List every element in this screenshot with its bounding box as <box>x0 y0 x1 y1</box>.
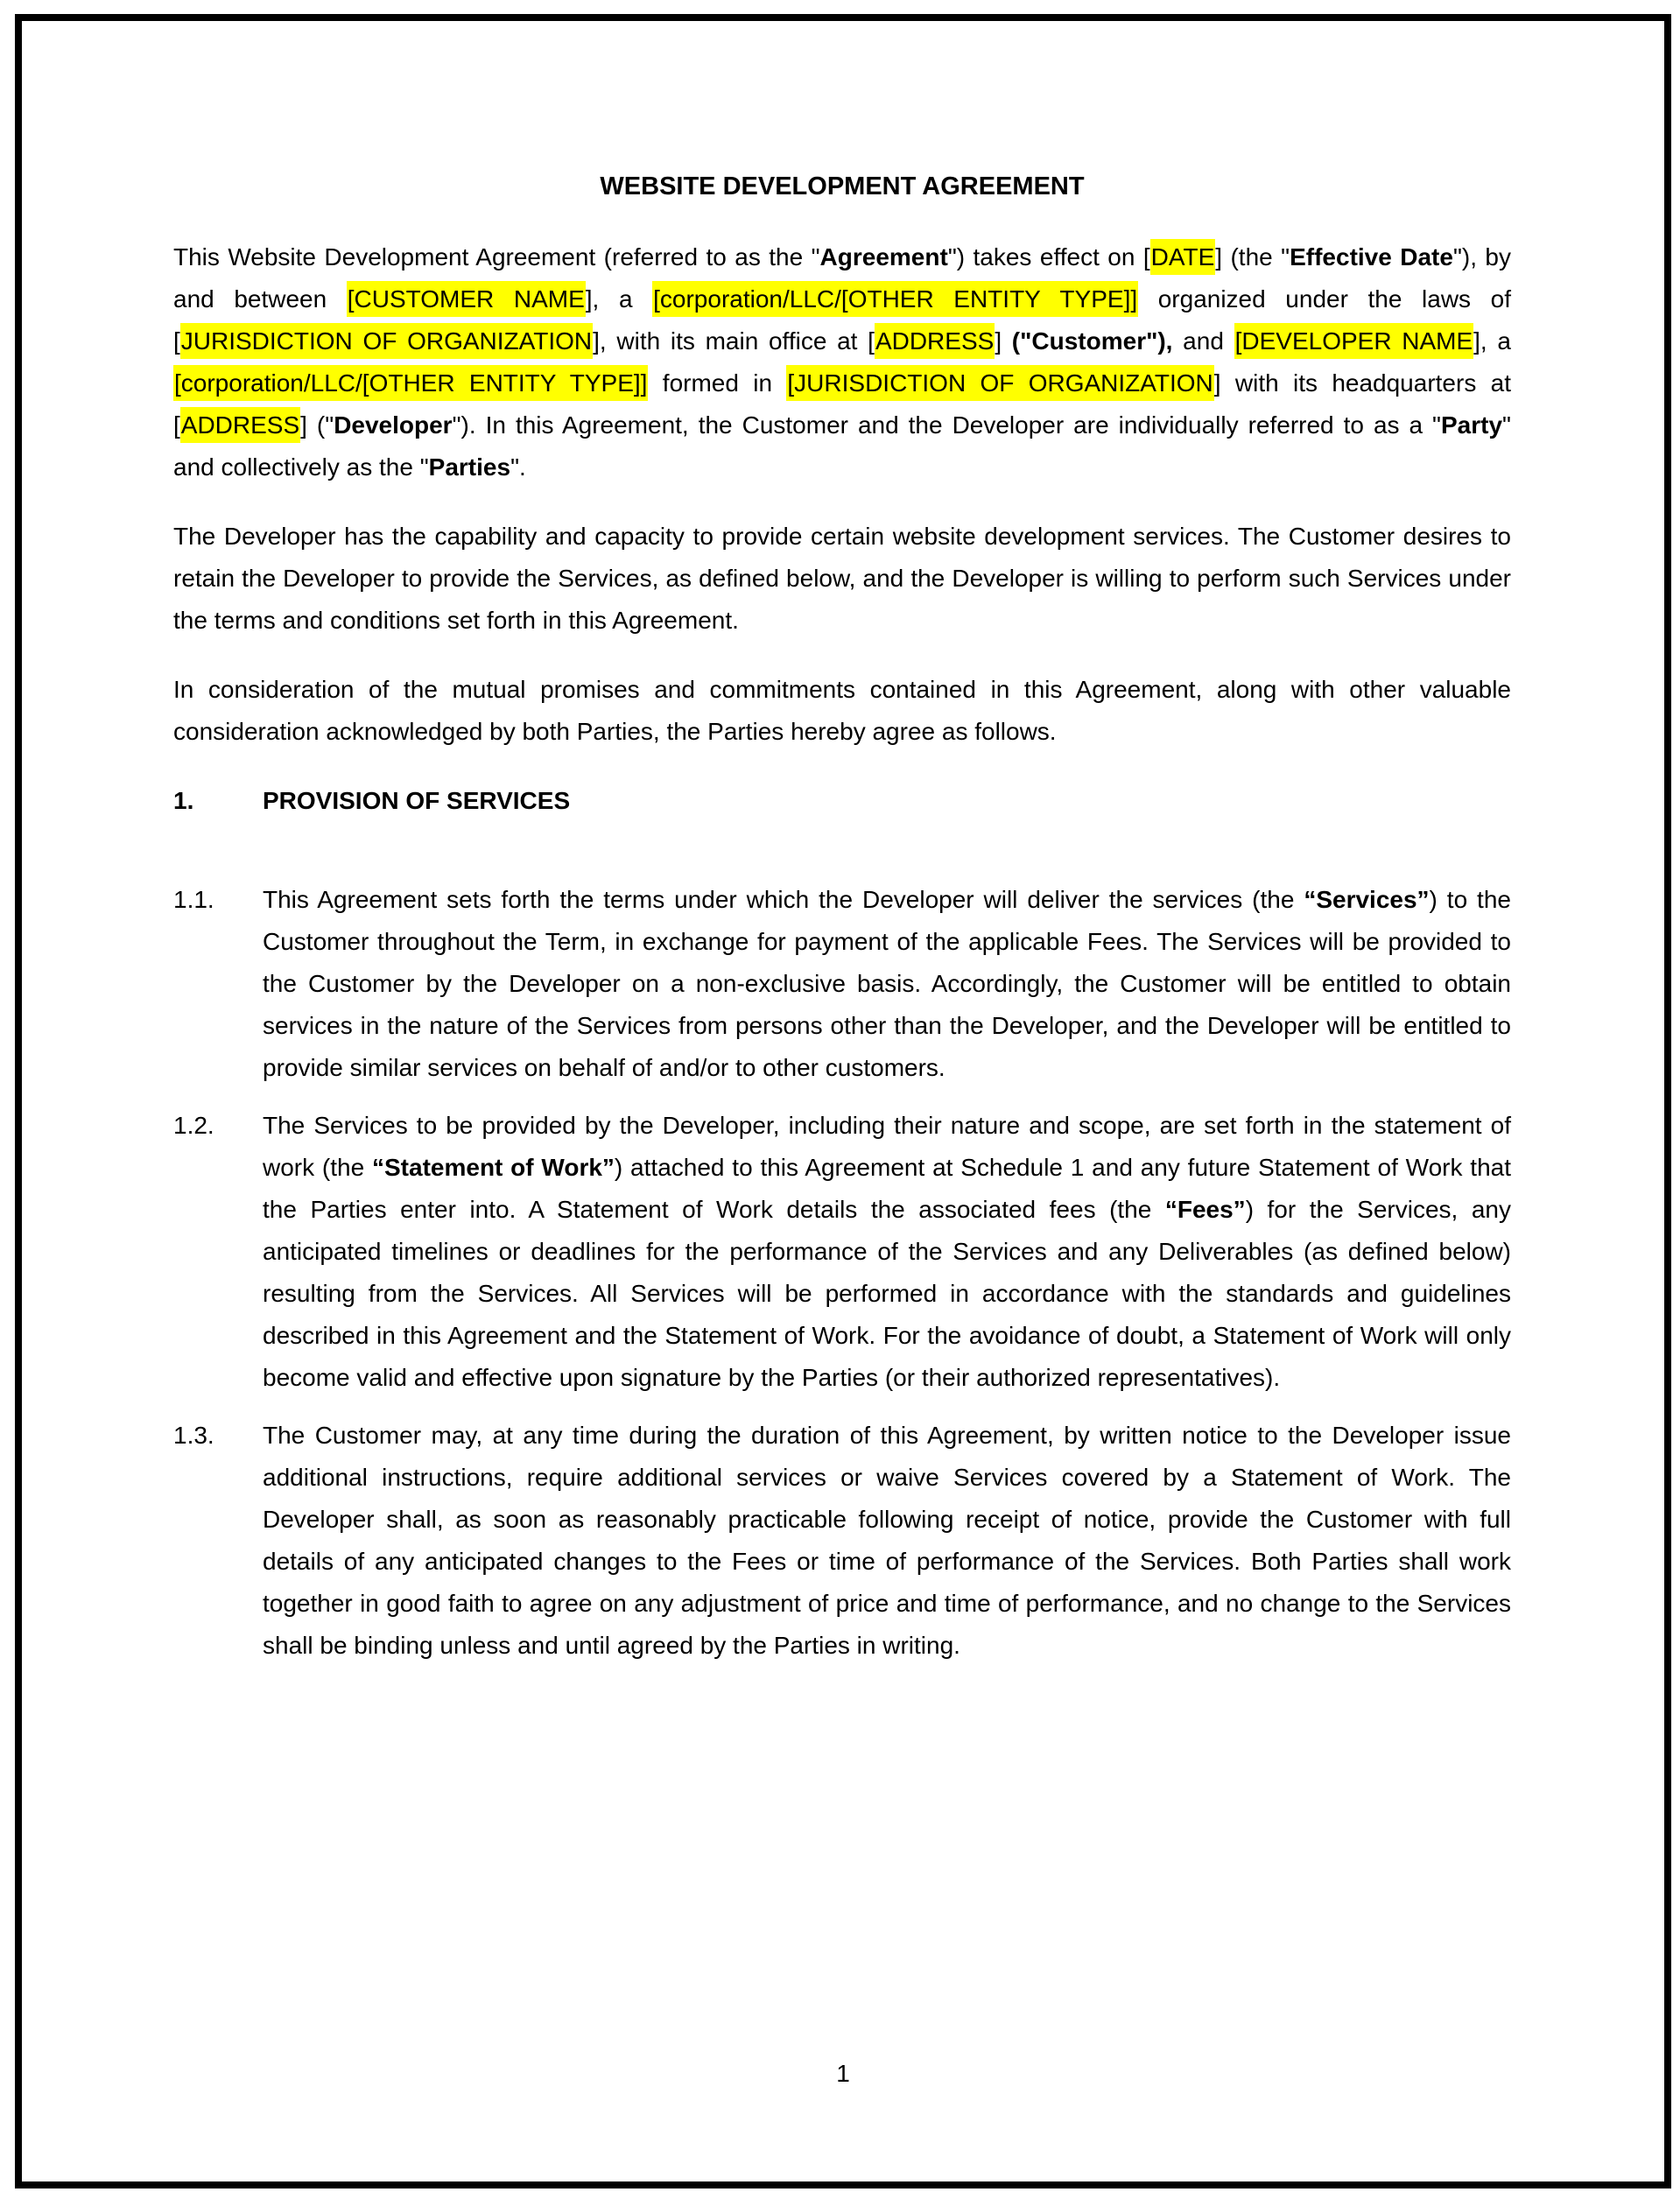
text-run: ") takes effect on [ <box>947 243 1150 270</box>
highlighted-placeholder: [corporation/LLC/[OTHER ENTITY TYPE]] <box>173 365 648 401</box>
numbered-item <box>173 1415 1511 1667</box>
text-run: ] with its headquarters at [ <box>173 369 1512 439</box>
document-content <box>22 21 1664 1667</box>
text-run: ] (" <box>300 411 334 439</box>
text-run: ] (the " <box>1215 243 1290 270</box>
highlighted-placeholder: [DEVELOPER NAME <box>1234 323 1474 359</box>
text-run: The Customer may, at any time during the duration of this Agreement, by written notice to the Developer issue additional instructions, require additional services or waive Services covered by a Statement of Work. The Developer shall, as soon as reasonably practicable following receipt of notice, provide the Customer with full details of any anticipated changes to the Fees or time of performance of the Services. Both Parties shall work together in good faith to agree on any adjustment of price and time of performance, and no change to the Services shall be binding unless and until agreed by the Parties in writing. <box>263 1422 1511 1659</box>
text-run: " and collectively as the " <box>173 411 1511 481</box>
highlighted-placeholder: [JURISDICTION OF ORGANIZATION <box>786 365 1213 401</box>
text-run: ] <box>995 327 1012 355</box>
text-run: ], with its main office at [ <box>593 327 875 355</box>
text-run: The Developer has the capability and capacity to provide certain website development services. The Customer desires to retain the Developer to provide the Services, as defined below, and the Developer is willing to perform such Services under the terms and conditions set forth in this Agreement. <box>173 523 1511 634</box>
paragraph <box>173 236 1511 488</box>
text-run: ) to the Customer throughout the Term, in exchange for payment of the applicable Fees. The Services will be provided to the Customer by the Developer on a non-exclusive basis. Accordingly, the Customer will be entitled to obtain services in the nature of the Services from persons other than the Developer, and the Developer will be entitled to provide similar services on behalf of and/or to other customers. <box>263 886 1511 1081</box>
text-run: ) attached to this Agreement at Schedule 1 and any future Statement of Work that the Parties enter into. A Statement of Work details the associated fees (the <box>263 1154 1511 1223</box>
text-run: In consideration of the mutual promises and commitments contained in this Agreement, along with other valuable consideration acknowledged by both Parties, the Parties hereby agree as follows. <box>173 676 1511 745</box>
highlighted-placeholder: [CUSTOMER NAME <box>347 281 586 317</box>
text-run: ) for the Services, any anticipated timelines or deadlines for the performance of the Services and any Deliverables (as defined below) resulting from the Services. All Services will be performed in accordance with the standards and guidelines described in this Agreement and the Statement of Work. For the avoidance of doubt, a Statement of Work will only become valid and effective upon signature by the Parties (or their authorized representatives). <box>263 1196 1511 1391</box>
text-run: and <box>1172 327 1234 355</box>
text-run: ], a <box>585 285 653 313</box>
item-number: 1. <box>173 787 194 814</box>
text-run: ], a <box>1473 327 1511 355</box>
text-run: "), by and between <box>173 243 1511 313</box>
numbered-item <box>173 1105 1511 1399</box>
text-run: formed in <box>648 369 787 397</box>
text-run: The Services to be provided by the Developer, including their nature and scope, are set forth in the statement of work (the <box>263 1112 1511 1181</box>
text-run: "). In this Agreement, the Customer and the Developer are individually referred to as a " <box>452 411 1441 439</box>
item-number: 1.3. <box>173 1422 214 1449</box>
section-heading <box>173 780 1511 822</box>
bold-text: Agreement <box>819 243 948 270</box>
document-title: WEBSITE DEVELOPMENT AGREEMENT <box>600 172 1085 200</box>
highlighted-placeholder: ADDRESS <box>180 407 300 443</box>
page-number: 1 <box>836 2060 850 2087</box>
text-run: This Agreement sets forth the terms under which the Developer will deliver the services (the <box>263 886 1304 913</box>
bold-text: “Services” <box>1304 886 1430 913</box>
bold-text: “Fees” <box>1164 1196 1246 1223</box>
page-border <box>15 14 1671 2188</box>
bold-text: Developer <box>334 411 453 439</box>
highlighted-placeholder: [corporation/LLC/[OTHER ENTITY TYPE]] <box>652 281 1138 317</box>
bold-text: ("Customer"), <box>1011 327 1173 355</box>
item-number: 1.2. <box>173 1112 214 1139</box>
heading-text: PROVISION OF SERVICES <box>263 787 571 814</box>
numbered-item <box>173 879 1511 1089</box>
bold-text: Party <box>1441 411 1503 439</box>
highlighted-placeholder: ADDRESS <box>875 323 995 359</box>
document-body <box>173 236 1511 1667</box>
text-run: ". <box>510 453 526 481</box>
highlighted-placeholder: DATE <box>1150 239 1216 275</box>
bold-text: Parties <box>428 453 511 481</box>
text-run: organized under the laws of [ <box>173 285 1512 355</box>
bold-text: “Statement of Work” <box>372 1154 615 1181</box>
item-number: 1.1. <box>173 886 214 913</box>
bold-text: Effective Date <box>1290 243 1453 270</box>
text-run: This Website Development Agreement (referred to as the " <box>173 243 820 270</box>
paragraph <box>173 669 1511 753</box>
highlighted-placeholder: JURISDICTION OF ORGANIZATION <box>180 323 593 359</box>
paragraph <box>173 516 1511 642</box>
